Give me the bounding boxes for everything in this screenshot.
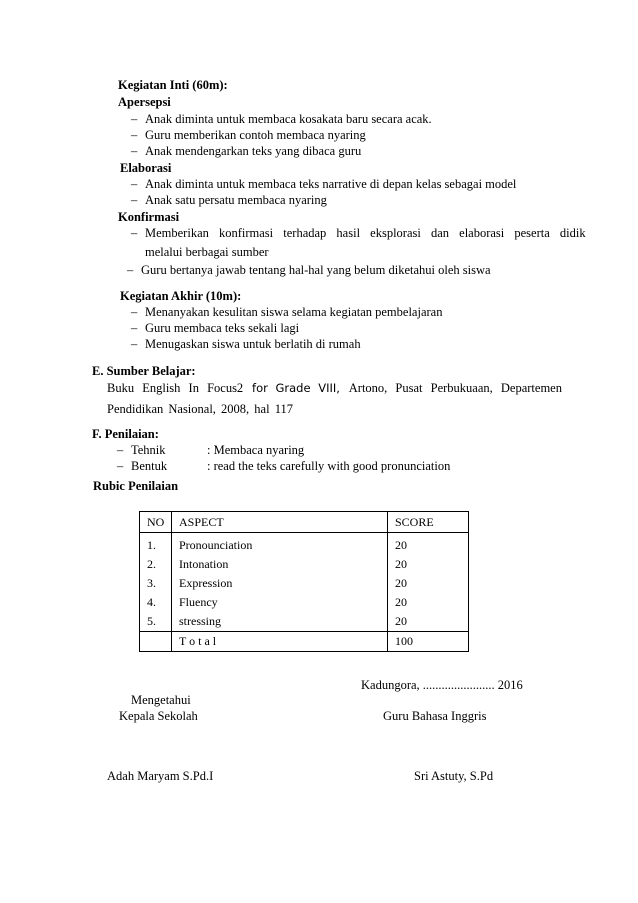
table-total-row — [140, 632, 469, 652]
total-score: 100 — [388, 632, 469, 652]
list-item: – Guru membaca teks sekali lagi — [131, 321, 300, 335]
row-aspect: Intonation — [172, 555, 388, 574]
row-aspect: Expression — [172, 574, 388, 593]
rubric-heading: Rubic Penilaian — [93, 479, 179, 493]
total-no-cell — [140, 632, 172, 652]
list-item: – Anak mendengarkan teks yang dibaca guru — [131, 144, 362, 158]
row-no: 5. — [140, 612, 172, 632]
list-item: – Menugaskan siswa untuk berlatih di rumah — [131, 337, 361, 351]
column-header-no: NO — [140, 512, 172, 533]
penilaian-heading: F. Penilaian: — [92, 427, 159, 441]
row-aspect: stressing — [172, 612, 388, 632]
left-signatory-name: Adah Maryam S.Pd.I — [107, 769, 214, 783]
table-row — [140, 533, 469, 556]
konfirmasi-title: Konfirmasi — [118, 210, 180, 224]
kegiatan-inti-heading: Kegiatan Inti (60m): — [118, 78, 228, 92]
rubric-table — [139, 511, 469, 652]
kegiatan-akhir-heading: Kegiatan Akhir (10m): — [120, 289, 242, 303]
left-signatory-role: Kepala Sekolah — [119, 709, 198, 723]
row-score: 20 — [388, 612, 469, 632]
column-header-score: SCORE — [388, 512, 469, 533]
table-row — [140, 593, 469, 612]
list-item: – Memberikan konfirmasi terhadap hasil eksplorasi dan elaborasi peserta didik — [131, 226, 586, 240]
mengetahui-label: Mengetahui — [131, 693, 191, 707]
list-item: – Guru memberikan contoh membaca nyaring — [131, 128, 366, 142]
place-date: Kadungora, ....................... 2016 — [361, 678, 523, 692]
right-signatory-role: Guru Bahasa Inggris — [383, 709, 487, 723]
row-aspect: Pronounciation — [172, 533, 388, 556]
row-no: 2. — [140, 555, 172, 574]
list-item-continuation: melalui berbagai sumber — [145, 245, 269, 259]
sumber-line-1: Buku English In Focus2 for Grade VIII, Artono, Pusat Perbukuaan, Departemen — [107, 381, 562, 395]
list-item: – Anak diminta untuk membaca kosakata baru secara acak. — [131, 112, 432, 126]
row-no: 4. — [140, 593, 172, 612]
table-row — [140, 574, 469, 593]
apersepsi-title: Apersepsi — [118, 95, 171, 109]
total-label: T o t a l — [172, 632, 388, 652]
table-row — [140, 612, 469, 632]
row-no: 1. — [140, 533, 172, 556]
list-item: – Anak satu persatu membaca nyaring — [131, 193, 327, 207]
sumber-belajar-heading: E. Sumber Belajar: — [92, 364, 196, 378]
list-item: – Menanyakan kesulitan siswa selama kegiatan pembelajaran — [131, 305, 443, 319]
row-score: 20 — [388, 574, 469, 593]
row-score: 20 — [388, 593, 469, 612]
penilaian-row: – Tehnik : Membaca nyaring — [117, 443, 305, 457]
row-score: 20 — [388, 533, 469, 556]
sumber-line-2: Pendidikan Nasional, 2008, hal 117 — [107, 402, 293, 416]
list-item: – Guru bertanya jawab tentang hal-hal yang belum diketahui oleh siswa — [127, 263, 491, 277]
penilaian-row: – Bentuk : read the teks carefully with good pronunciation — [117, 459, 451, 473]
elaborasi-title: Elaborasi — [120, 161, 172, 175]
row-aspect: Fluency — [172, 593, 388, 612]
table-header-row — [140, 512, 469, 533]
row-no: 3. — [140, 574, 172, 593]
list-item: – Anak diminta untuk membaca teks narrative di depan kelas sebagai model — [131, 177, 517, 191]
column-header-aspect: ASPECT — [172, 512, 388, 533]
table-row — [140, 555, 469, 574]
row-score: 20 — [388, 555, 469, 574]
right-signatory-name: Sri Astuty, S.Pd — [414, 769, 494, 783]
